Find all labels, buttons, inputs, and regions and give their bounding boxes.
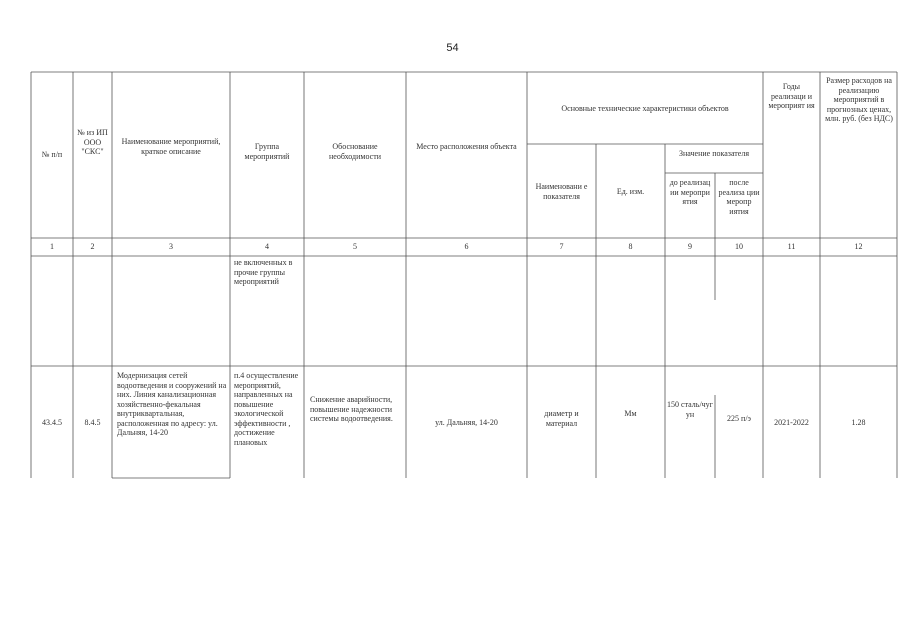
row-group: п.4 осуществление мероприятий, направленных на повышение экологической эффективности , достижение плановых — [234, 371, 299, 447]
header-indicator-value: Значение показателя — [678, 149, 750, 158]
row-justification: Снижение аварийности, повышение надежности системы водоотведения. — [310, 395, 393, 423]
row-ip-num: 8.4.5 — [84, 418, 101, 427]
row-indicator-name: диаметр и материал — [544, 409, 579, 428]
column-number: 12 — [854, 242, 863, 251]
column-number: 3 — [169, 242, 173, 251]
header-col-before: до реализац ии меропри ятия — [669, 178, 711, 206]
header-col-indicator-name: Наименовани е показателя — [535, 182, 588, 201]
row-location: ул. Дальняя, 14-20 — [435, 418, 498, 427]
row-after-value: 225 п/э — [727, 414, 751, 423]
header-col-name: Наименование мероприятий, краткое описание — [121, 137, 221, 156]
header-col-costs: Размер расходов на реализацию мероприятий в прогнозных ценах, млн. руб. (без НДС) — [825, 76, 893, 123]
row-unit: Мм — [624, 409, 637, 418]
column-number: 9 — [688, 242, 692, 251]
column-number: 1 — [50, 242, 54, 251]
row-before-value: 150 сталь/чуг ун — [667, 400, 713, 419]
column-number: 10 — [735, 242, 743, 251]
header-col-num: № п/п — [41, 150, 63, 159]
header-col-years: Годы реализаци и мероприят ия — [768, 82, 815, 110]
header-col-group: Группа мероприятий — [244, 142, 290, 161]
column-number: 7 — [559, 242, 564, 251]
column-number: 5 — [353, 242, 357, 251]
header-col-unit: Ед. изм. — [616, 187, 645, 196]
page-number: 54 — [446, 42, 459, 54]
row-name: Модернизация сетей водоотведения и сооружений на них. Линия канализационная хозяйственно-фекальная внутриквартальная, расположенная по адресу: ул. Дальняя, 14-20 — [117, 371, 227, 437]
header-col-location: Место расположения объекта — [416, 142, 517, 151]
header-col-after: после реализа ции меропр иятия — [718, 178, 760, 216]
row-costs: 1.28 — [851, 418, 866, 427]
header-col-justification: Обоснование необходимости — [328, 142, 381, 161]
row-years: 2021-2022 — [774, 418, 809, 427]
column-number: 6 — [464, 242, 469, 251]
header-col-ip-num: № из ИП ООО "СКС" — [77, 128, 108, 156]
column-number: 8 — [628, 242, 633, 251]
column-number: 11 — [787, 242, 796, 251]
continuation-group-text: не включенных в прочие группы мероприятий — [234, 258, 293, 286]
column-number: 2 — [90, 242, 95, 251]
row-num: 43.4.5 — [42, 418, 62, 427]
header-tech-characteristics: Основные технические характеристики объектов — [561, 104, 729, 113]
column-number: 4 — [265, 242, 269, 251]
